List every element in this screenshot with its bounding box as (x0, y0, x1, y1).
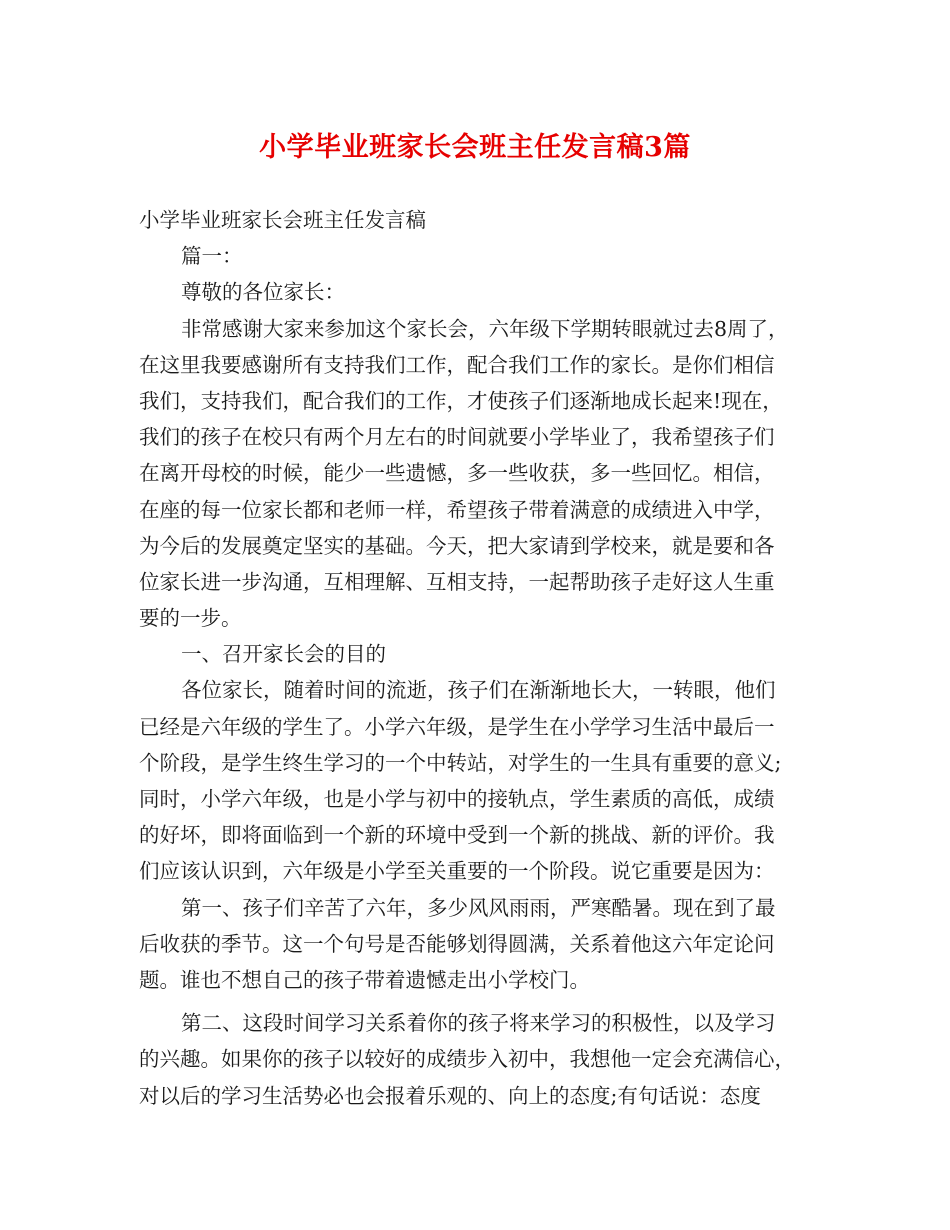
paragraph-line: 已经是六年级的学生了。小学六年级，是学生在小学学习生活中最后一 (139, 714, 775, 739)
paragraph-line: 对以后的学习生活势必也会报着乐观的、向上的态度;有句话说：态度 (139, 1083, 761, 1108)
paragraph-line: 为今后的发展奠定坚实的基础。今天，把大家请到学校来，就是要和各 (139, 533, 775, 558)
paragraph-line: 第一、孩子们辛苦了六年，多少风风雨雨，严寒酷暑。现在到了最 (181, 895, 776, 920)
paragraph-line: 我们，支持我们，配合我们的工作，才使孩子们逐渐地成长起来!现在， (139, 388, 783, 413)
document-body (139, 202, 829, 1114)
salutation: 尊敬的各位家长： (181, 280, 345, 305)
document-subtitle: 小学毕业班家长会班主任发言稿 (139, 208, 426, 232)
paragraph-line: 题。谁也不想自己的孩子带着遗憾走出小学校门。 (139, 967, 590, 992)
paragraph-line: 第二、这段时间学习关系着你的孩子将来学习的积极性，以及学习 (181, 1011, 776, 1036)
paragraph-line: 的好坏，即将面临到一个新的环境中受到一个新的挑战、新的评价。我 (139, 823, 775, 848)
paragraph-line: 在这里我要感谢所有支持我们工作，配合我们工作的家长。是你们相信 (139, 352, 775, 377)
paragraph-line: 在离开母校的时候，能少一些遗憾，多一些收获，多一些回忆。相信， (139, 461, 775, 486)
paragraph-line: 同时，小学六年级，也是小学与初中的接轨点，学生素质的高低，成绩 (139, 787, 775, 811)
paragraph-line: 们应该认识到，六年级是小学至关重要的一个阶段。说它重要是因为： (139, 859, 775, 884)
paragraph-line: 要的一步。 (139, 606, 242, 631)
paragraph-line: 位家长进一步沟通，互相理解、互相支持，一起帮助孩子走好这人生重 (139, 569, 775, 594)
paragraph-line: 在座的每一位家长都和老师一样，希望孩子带着满意的成绩进入中学， (139, 497, 775, 522)
paragraph-line: 各位家长，随着时间的流逝，孩子们在渐渐地长大，一转眼，他们 (181, 678, 776, 703)
paragraph-line: 非常感谢大家来参加这个家长会，六年级下学期转眼就过去8周了， (181, 316, 789, 341)
section-label: 篇一： (181, 244, 243, 269)
paragraph-line: 后收获的季节。这一个句号是否能够划得圆满，关系着他这六年定论问 (139, 931, 775, 956)
paragraph-line: 的兴趣。如果你的孩子以较好的成绩步入初中，我想他一定会充满信心， (139, 1047, 795, 1072)
paragraph-line: 个阶段，是学生终生学习的一个中转站，对学生的一生具有重要的意义; (139, 750, 782, 775)
document-title: 小学毕业班家长会班主任发言稿3篇 (259, 132, 691, 163)
section-heading: 一、召开家长会的目的 (181, 642, 386, 667)
paragraph-line: 我们的孩子在校只有两个月左右的时间就要小学毕业了，我希望孩子们 (139, 425, 775, 450)
